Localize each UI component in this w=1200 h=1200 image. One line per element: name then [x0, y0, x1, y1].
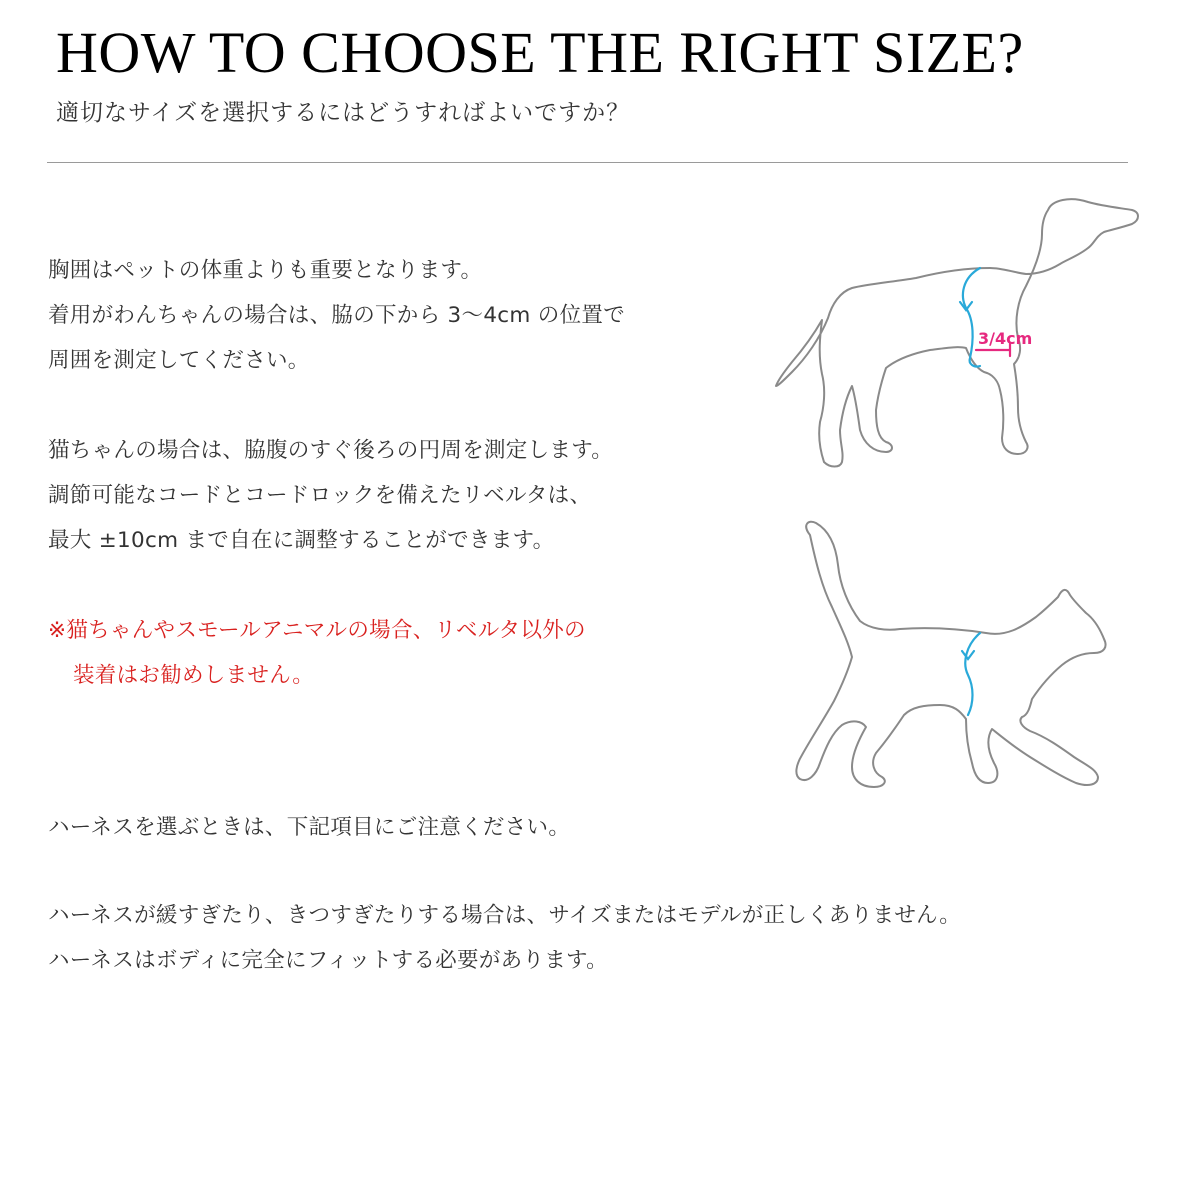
- text-line: ハーネスはボディに完全にフィットする必要があります。: [48, 948, 608, 973]
- caution-body: [48, 893, 961, 983]
- warning-note: [48, 608, 586, 698]
- text-line: ハーネスを選ぶときは、下記項目にご注意ください。: [48, 815, 571, 840]
- text-line: 調節可能なコードとコードロックを備えたリベルタは、: [48, 483, 592, 508]
- text-line: 周囲を測定してください。: [48, 348, 310, 373]
- page-title: HOW TO CHOOSE THE RIGHT SIZE?: [56, 20, 1024, 85]
- caution-intro: [48, 805, 570, 850]
- text-line: 最大 ±10cm まで自在に調整することができます。: [48, 528, 555, 553]
- text-line: 胸囲はペットの体重よりも重要となります。: [48, 258, 483, 283]
- header-divider: [47, 162, 1128, 163]
- cat-measurement-text: [48, 428, 613, 563]
- text-line: 猫ちゃんの場合は、脇腹のすぐ後ろの円周を測定します。: [48, 438, 614, 463]
- dog-measurement-text: [48, 248, 625, 383]
- warning-line: ※猫ちゃんやスモールアニマルの場合、リベルタ以外の: [48, 618, 586, 643]
- cat-outline: [796, 522, 1105, 787]
- cat-illustration: [790, 515, 1120, 790]
- cat-silhouette-icon: [790, 515, 1120, 790]
- dog-outline: [776, 199, 1138, 466]
- dog-silhouette-icon: [770, 190, 1150, 480]
- text-line: ハーネスが緩すぎたり、きつすぎたりする場合は、サイズまたはモデルが正しくありません。: [48, 903, 962, 928]
- dog-measure-label: 3/4cm: [978, 329, 1033, 348]
- warning-line: 装着はお勧めしません。: [73, 663, 315, 688]
- page-subtitle: 適切なサイズを選択するにはどうすればよいですか？: [56, 100, 631, 126]
- dog-illustration: [770, 190, 1150, 480]
- text-line: 着用がわんちゃんの場合は、脇の下から 3～4cm の位置で: [48, 303, 625, 328]
